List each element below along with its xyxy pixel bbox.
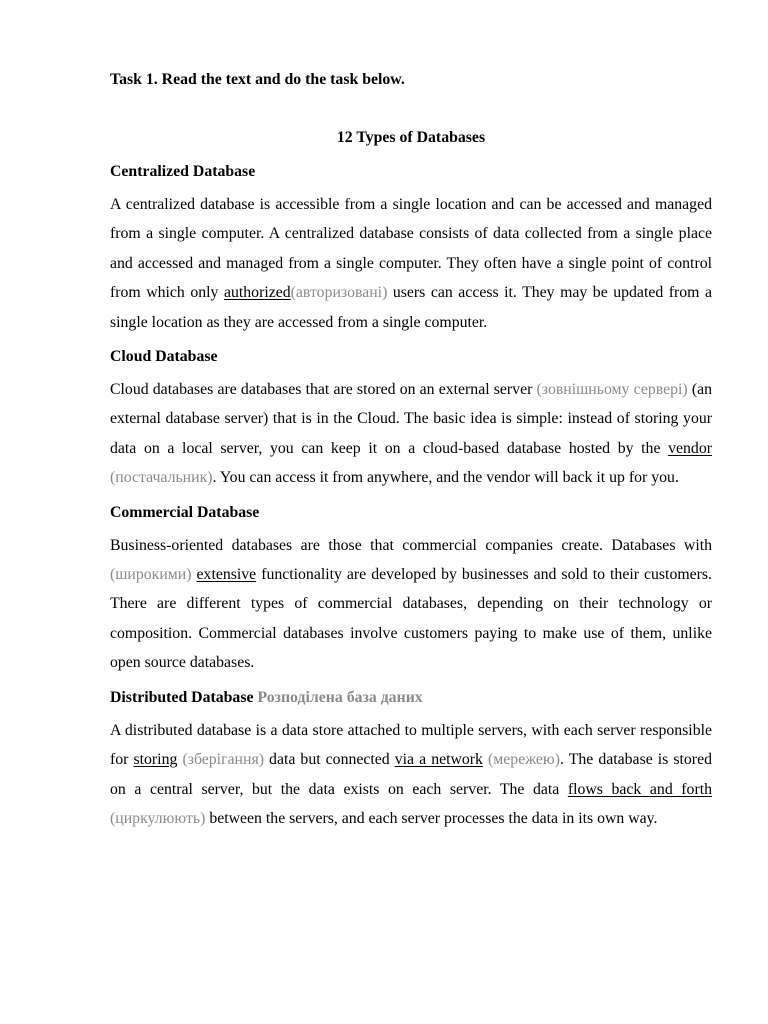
term-authorized: authorized — [223, 284, 291, 302]
term-storing: storing — [133, 751, 178, 769]
document-page — [110, 66, 712, 837]
paragraph-centralized: A centralized database is accessible from a single location and can be accessed and managed from a single computer. A centralized database consists of data collected from a single place and accessed and managed from a single computer. They often have a single point of control from which only authorized(авторизовані) users can access it. They may be updated from a single location as they are accessed from a single computer. — [110, 196, 713, 331]
document-title: 12 Types of Databases — [336, 129, 486, 146]
translation-extensive: (широкими) — [110, 566, 192, 584]
section-heading-centralized: Centralized Database — [110, 163, 256, 180]
section-heading-distributed: Distributed Database Розподілена база даних — [110, 688, 423, 706]
paragraph-distributed: A distributed database is a data store attached to multiple servers, with each server responsible for storing (зберігання) data but connected via a network (мережею). The database is stored on a central server, but the data exists on each server. The data flows back and forth (циркулюють) between the servers, and each server processes the data in its own way. — [110, 721, 712, 827]
term-via-a-network: via a network — [394, 751, 483, 769]
translation-flows: (циркулюють) — [110, 809, 206, 827]
term-extensive: extensive — [196, 566, 257, 584]
term-vendor: vendor — [668, 439, 712, 457]
paragraph-cloud: Cloud databases are databases that are stored on an external server (зовнішньому сервері) (an external database server) that is in the Cloud. The basic idea is simple: instead of storing your data on a local server, you can keep it on a cloud-based database hosted by the vendor (постачальник). You can access it from anywhere, and the vendor will back it up for you. — [110, 381, 713, 487]
section-heading-commercial: Commercial Database — [110, 503, 260, 521]
translation-authorized: (авторизовані) — [290, 284, 388, 302]
heading-translation-distributed: Розподілена база даних — [257, 688, 423, 706]
translation-network: (мережею) — [488, 751, 560, 769]
paragraph-commercial: Business-oriented databases are those that commercial companies create. Databases with (широкими) extensive functionality are developed by businesses and sold to their customers. There are different types of commercial databases, depending on their technology or composition. Commercial databases involve customers paying to make use of them, unlike open source databases. — [110, 536, 712, 672]
translation-storing: (зберігання) — [182, 751, 264, 769]
translation-external-server: (зовнішньому сервері) — [536, 381, 688, 399]
term-flows-back-and-forth: flows back and forth — [567, 780, 712, 798]
section-heading-cloud: Cloud Database — [110, 348, 218, 366]
task-heading: Task 1. Read the text and do the task below. — [110, 71, 405, 88]
translation-vendor: (постачальник) — [110, 469, 213, 487]
